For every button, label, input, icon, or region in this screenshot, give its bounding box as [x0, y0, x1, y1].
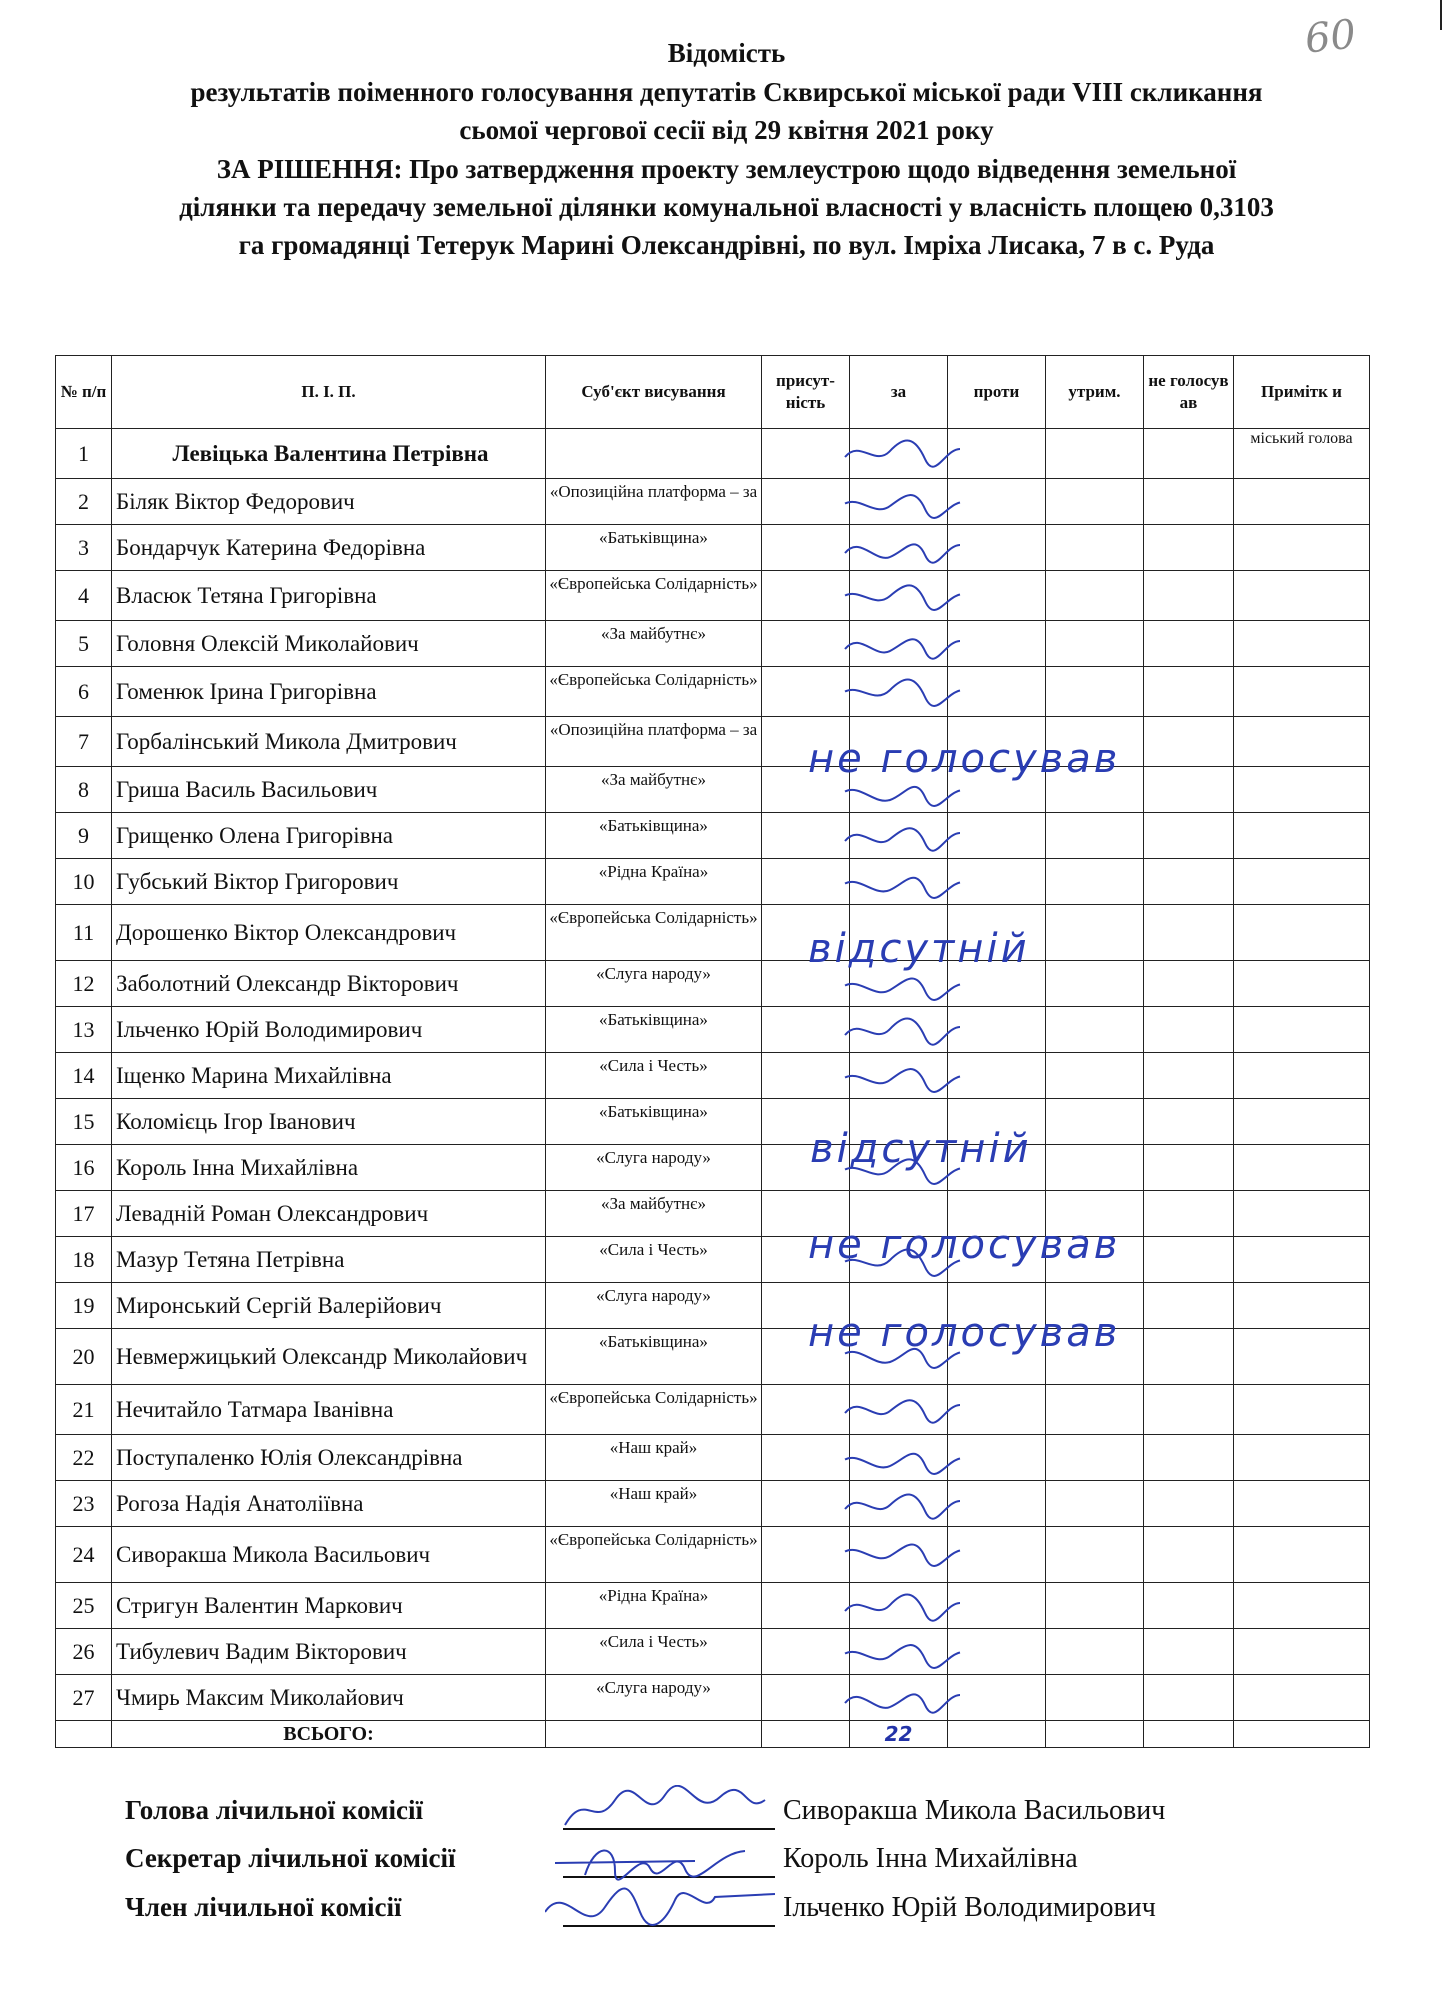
vote-signature — [820, 861, 970, 899]
note-cell — [1234, 1007, 1370, 1053]
secretary-label: Секретар лічильної комісії — [125, 1843, 456, 1873]
row-num: 5 — [56, 621, 112, 667]
document-title: Відомість — [667, 38, 786, 68]
deputy-name: Бондарчук Катерина Федорівна — [112, 525, 546, 571]
table-row — [56, 717, 1370, 767]
deputy-name: Рогоза Надія Анатоліївна — [112, 1481, 546, 1527]
header-note: Примітк и — [1234, 356, 1370, 429]
party-name: «За майбутнє» — [546, 767, 762, 813]
vote-signature — [820, 1239, 970, 1277]
vote-signature — [820, 1437, 970, 1475]
note-cell — [1234, 1527, 1370, 1583]
not-voted-cell — [1144, 1145, 1234, 1191]
table-row — [56, 1237, 1370, 1283]
vote-signature — [820, 481, 970, 519]
table-row — [56, 621, 1370, 667]
abstain-cell — [1046, 429, 1144, 479]
party-name — [546, 429, 762, 479]
not-voted-cell — [1144, 667, 1234, 717]
row-num: 10 — [56, 859, 112, 905]
note-cell — [1234, 1145, 1370, 1191]
vote-signature — [820, 1677, 970, 1715]
deputy-name: Стригун Валентин Маркович — [112, 1583, 546, 1629]
table-row — [56, 1675, 1370, 1721]
party-name: «Слуга народу» — [546, 961, 762, 1007]
row-num: 18 — [56, 1237, 112, 1283]
not-voted-cell — [1144, 429, 1234, 479]
header-not-voted: не голосув ав — [1144, 356, 1234, 429]
chair-name: Сиворакша Микола Васильович — [783, 1795, 1166, 1826]
table-row — [56, 767, 1370, 813]
not-voted-cell — [1144, 1329, 1234, 1385]
note-cell — [1234, 1435, 1370, 1481]
row-num: 19 — [56, 1283, 112, 1329]
not-voted-cell — [1144, 1007, 1234, 1053]
party-name: «Рідна Країна» — [546, 859, 762, 905]
vote-signature — [820, 1331, 970, 1369]
deputy-name: Король Інна Михайлівна — [112, 1145, 546, 1191]
table-row — [56, 525, 1370, 571]
note-cell: міський голова — [1234, 429, 1370, 479]
note-cell — [1234, 905, 1370, 961]
party-name: «Європейська Солідарність» — [546, 1385, 762, 1435]
table-row — [56, 667, 1370, 717]
row-num: 13 — [56, 1007, 112, 1053]
abstain-cell — [1046, 1481, 1144, 1527]
deputy-name: Гоменюк Ірина Григорівна — [112, 667, 546, 717]
note-cell — [1234, 1099, 1370, 1145]
note-cell — [1234, 767, 1370, 813]
row-num: 12 — [56, 961, 112, 1007]
abstain-cell — [1046, 621, 1144, 667]
deputy-name: Біляк Віктор Федорович — [112, 479, 546, 525]
row-num: 4 — [56, 571, 112, 621]
not-voted-cell — [1144, 1099, 1234, 1145]
footer-chair — [0, 1795, 1453, 1835]
not-voted-cell — [1144, 525, 1234, 571]
not-voted-cell — [1144, 767, 1234, 813]
table-row — [56, 1481, 1370, 1527]
voting-table — [55, 355, 1370, 1748]
abstain-cell — [1046, 1527, 1144, 1583]
deputy-name: Левадній Роман Олександрович — [112, 1191, 546, 1237]
chair-label: Голова лічильної комісії — [125, 1795, 423, 1825]
session-date: сьомої чергової сесії від 29 квітня 2021 року — [459, 115, 994, 145]
handwritten-note-row7: не голосував — [808, 736, 1121, 782]
vote-signature — [820, 963, 970, 1001]
secretary-signature — [545, 1833, 775, 1883]
note-cell — [1234, 1329, 1370, 1385]
deputy-name: Невмержицький Олександр Миколайович — [112, 1329, 546, 1385]
note-cell — [1234, 571, 1370, 621]
row-num: 7 — [56, 717, 112, 767]
member-signature — [545, 1882, 775, 1932]
table-row — [56, 905, 1370, 961]
deputy-name: Сиворакша Микола Васильович — [112, 1527, 546, 1583]
note-cell — [1234, 1675, 1370, 1721]
vote-signature — [820, 669, 970, 707]
vote-signature — [820, 527, 970, 565]
chair-signature — [545, 1785, 775, 1835]
vote-signature — [820, 1585, 970, 1623]
handwritten-note-row15: відсутній — [810, 1126, 1032, 1172]
note-cell — [1234, 1053, 1370, 1099]
table-row — [56, 859, 1370, 905]
abstain-cell — [1046, 1099, 1144, 1145]
deputy-name: Власюк Тетяна Григорівна — [112, 571, 546, 621]
table-row — [56, 1385, 1370, 1435]
deputy-name: Нечитайло Татмара Іванівна — [112, 1385, 546, 1435]
deputy-name: Коломієць Ігор Іванович — [112, 1099, 546, 1145]
deputy-name: Дорошенко Віктор Олександрович — [112, 905, 546, 961]
total-label: ВСЬОГО: — [112, 1721, 546, 1748]
note-cell — [1234, 667, 1370, 717]
not-voted-cell — [1144, 717, 1234, 767]
vote-signature — [820, 573, 970, 611]
handwritten-note-row11: відсутній — [808, 926, 1030, 972]
page-number: 60 — [1302, 11, 1359, 63]
row-num: 24 — [56, 1527, 112, 1583]
abstain-cell — [1046, 961, 1144, 1007]
abstain-cell — [1046, 905, 1144, 961]
party-name: «Сила і Честь» — [546, 1237, 762, 1283]
party-name: «Батьківщина» — [546, 1007, 762, 1053]
footer-secretary — [0, 1843, 1453, 1883]
abstain-cell — [1046, 1053, 1144, 1099]
party-name: «Опозиційна платформа – за — [546, 479, 762, 525]
table-row — [56, 1329, 1370, 1385]
not-voted-cell — [1144, 1583, 1234, 1629]
vote-signature — [820, 623, 970, 661]
table-header-row — [56, 356, 1370, 429]
table-row — [56, 961, 1370, 1007]
row-num: 6 — [56, 667, 112, 717]
header-for: за — [850, 356, 948, 429]
note-cell — [1234, 1283, 1370, 1329]
abstain-cell — [1046, 1583, 1144, 1629]
vote-signature — [820, 815, 970, 853]
note-cell — [1234, 961, 1370, 1007]
row-num: 2 — [56, 479, 112, 525]
table-row — [56, 1145, 1370, 1191]
not-voted-cell — [1144, 1053, 1234, 1099]
vote-signature — [820, 1483, 970, 1521]
deputy-name: Грищенко Олена Григорівна — [112, 813, 546, 859]
not-voted-cell — [1144, 1629, 1234, 1675]
note-cell — [1234, 621, 1370, 667]
table-row — [56, 1053, 1370, 1099]
abstain-cell — [1046, 1629, 1144, 1675]
party-name: «Слуга народу» — [546, 1283, 762, 1329]
abstain-cell — [1046, 571, 1144, 621]
abstain-cell — [1046, 1007, 1144, 1053]
decision-line: ЗА РІШЕННЯ: Про затвердження проекту землеустрою щодо відведення земельної — [216, 154, 1237, 184]
row-num: 26 — [56, 1629, 112, 1675]
member-label: Член лічильної комісії — [125, 1892, 402, 1922]
deputy-name: Горбалінський Микола Дмитрович — [112, 717, 546, 767]
note-cell — [1234, 1385, 1370, 1435]
party-name: «Батьківщина» — [546, 1329, 762, 1385]
deputy-name: Губський Віктор Григорович — [112, 859, 546, 905]
party-name: «Слуга народу» — [546, 1145, 762, 1191]
note-cell — [1234, 717, 1370, 767]
row-num: 21 — [56, 1385, 112, 1435]
party-name: «Сила і Честь» — [546, 1629, 762, 1675]
deputy-name: Заболотний Олександр Вікторович — [112, 961, 546, 1007]
party-name: «За майбутнє» — [546, 1191, 762, 1237]
abstain-cell — [1046, 859, 1144, 905]
row-num: 23 — [56, 1481, 112, 1527]
not-voted-cell — [1144, 905, 1234, 961]
party-name: «Наш край» — [546, 1435, 762, 1481]
note-cell — [1234, 1583, 1370, 1629]
abstain-cell — [1046, 479, 1144, 525]
row-num: 9 — [56, 813, 112, 859]
not-voted-cell — [1144, 479, 1234, 525]
member-name: Ільченко Юрій Володимирович — [783, 1892, 1156, 1923]
deputy-name: Тибулевич Вадим Вікторович — [112, 1629, 546, 1675]
not-voted-cell — [1144, 621, 1234, 667]
deputy-name: Чмирь Максим Миколайович — [112, 1675, 546, 1721]
deputy-name: Гриша Василь Васильович — [112, 767, 546, 813]
handwritten-note-row19: не голосував — [808, 1310, 1121, 1356]
party-name: «Батьківщина» — [546, 813, 762, 859]
abstain-cell — [1046, 1385, 1144, 1435]
party-name: «Європейська Солідарність» — [546, 571, 762, 621]
deputy-name: Ільченко Юрій Володимирович — [112, 1007, 546, 1053]
deputy-name: Іщенко Марина Михайлівна — [112, 1053, 546, 1099]
abstain-cell — [1046, 525, 1144, 571]
vote-signature — [820, 1009, 970, 1047]
row-num: 25 — [56, 1583, 112, 1629]
table-row — [56, 1007, 1370, 1053]
header-against: проти — [948, 356, 1046, 429]
vote-signature — [820, 1631, 970, 1669]
total-row — [56, 1721, 1370, 1748]
abstain-cell — [1046, 1145, 1144, 1191]
total-for-value: 22 — [850, 1721, 948, 1748]
not-voted-cell — [1144, 1283, 1234, 1329]
table-row — [56, 1283, 1370, 1329]
table-row — [56, 813, 1370, 859]
vote-signature — [820, 1147, 970, 1185]
table-row — [56, 1191, 1370, 1237]
note-cell — [1234, 479, 1370, 525]
note-cell — [1234, 1481, 1370, 1527]
row-num: 27 — [56, 1675, 112, 1721]
vote-signature — [820, 431, 970, 469]
vote-signature — [820, 1055, 970, 1093]
table-row — [56, 429, 1370, 479]
not-voted-cell — [1144, 1191, 1234, 1237]
header-name: П. І. П. — [112, 356, 546, 429]
not-voted-cell — [1144, 1527, 1234, 1583]
table-row — [56, 1435, 1370, 1481]
party-name: «Європейська Солідарність» — [546, 667, 762, 717]
note-cell — [1234, 1191, 1370, 1237]
row-num: 11 — [56, 905, 112, 961]
abstain-cell — [1046, 813, 1144, 859]
not-voted-cell — [1144, 813, 1234, 859]
party-name: «Європейська Солідарність» — [546, 905, 762, 961]
not-voted-cell — [1144, 1385, 1234, 1435]
decision-line: ділянки та передачу земельної ділянки комунальної власності у власність площею 0,3103 — [179, 192, 1274, 222]
deputy-name: Головня Олексій Миколайович — [112, 621, 546, 667]
party-name: «Опозиційна платформа – за — [546, 717, 762, 767]
decision-text — [20, 150, 1433, 264]
note-cell — [1234, 813, 1370, 859]
vote-signature — [820, 1529, 970, 1567]
table-row — [56, 1527, 1370, 1583]
header-party: Суб'єкт висування — [546, 356, 762, 429]
row-num: 3 — [56, 525, 112, 571]
party-name: «Батьківщина» — [546, 1099, 762, 1145]
footer-member — [0, 1892, 1453, 1932]
row-num: 22 — [56, 1435, 112, 1481]
table-row — [56, 1099, 1370, 1145]
note-cell — [1234, 859, 1370, 905]
row-num: 8 — [56, 767, 112, 813]
party-name: «Батьківщина» — [546, 525, 762, 571]
handwritten-note-row17: не голосував — [808, 1222, 1121, 1268]
row-num: 15 — [56, 1099, 112, 1145]
party-name: «Сила і Честь» — [546, 1053, 762, 1099]
not-voted-cell — [1144, 1237, 1234, 1283]
row-num: 20 — [56, 1329, 112, 1385]
note-cell — [1234, 525, 1370, 571]
deputy-name: Мазур Тетяна Петрівна — [112, 1237, 546, 1283]
table-row — [56, 571, 1370, 621]
party-name: «За майбутнє» — [546, 621, 762, 667]
note-cell — [1234, 1629, 1370, 1675]
edge-line — [1440, 0, 1442, 30]
document-subtitle: результатів поіменного голосування депутатів Сквирської міської ради VIII скликання — [190, 77, 1263, 107]
deputy-name: Левіцька Валентина Петрівна — [112, 429, 546, 479]
vote-signature — [820, 769, 970, 807]
secretary-name: Король Інна Михайлівна — [783, 1843, 1078, 1874]
deputy-name: Миронський Сергій Валерійович — [112, 1283, 546, 1329]
table-row — [56, 1583, 1370, 1629]
party-name: «Рідна Країна» — [546, 1583, 762, 1629]
header-present: присут-ність — [762, 356, 850, 429]
not-voted-cell — [1144, 1675, 1234, 1721]
row-num: 1 — [56, 429, 112, 479]
row-num: 17 — [56, 1191, 112, 1237]
row-num: 14 — [56, 1053, 112, 1099]
not-voted-cell — [1144, 571, 1234, 621]
not-voted-cell — [1144, 1481, 1234, 1527]
not-voted-cell — [1144, 961, 1234, 1007]
not-voted-cell — [1144, 1435, 1234, 1481]
deputy-name: Поступаленко Юлія Олександрівна — [112, 1435, 546, 1481]
vote-signature — [820, 1387, 970, 1425]
party-name: «Європейська Солідарність» — [546, 1527, 762, 1583]
decision-line: га громадянці Тетерук Марині Олександрівні, по вул. Імріха Лисака, 7 в с. Руда — [238, 230, 1215, 260]
party-name: «Слуга народу» — [546, 1675, 762, 1721]
table-row — [56, 479, 1370, 525]
not-voted-cell — [1144, 859, 1234, 905]
party-name: «Наш край» — [546, 1481, 762, 1527]
header-num: № п/п — [56, 356, 112, 429]
abstain-cell — [1046, 667, 1144, 717]
header-abstain: утрим. — [1046, 356, 1144, 429]
table-row — [56, 1629, 1370, 1675]
abstain-cell — [1046, 1435, 1144, 1481]
abstain-cell — [1046, 1675, 1144, 1721]
row-num: 16 — [56, 1145, 112, 1191]
note-cell — [1234, 1237, 1370, 1283]
